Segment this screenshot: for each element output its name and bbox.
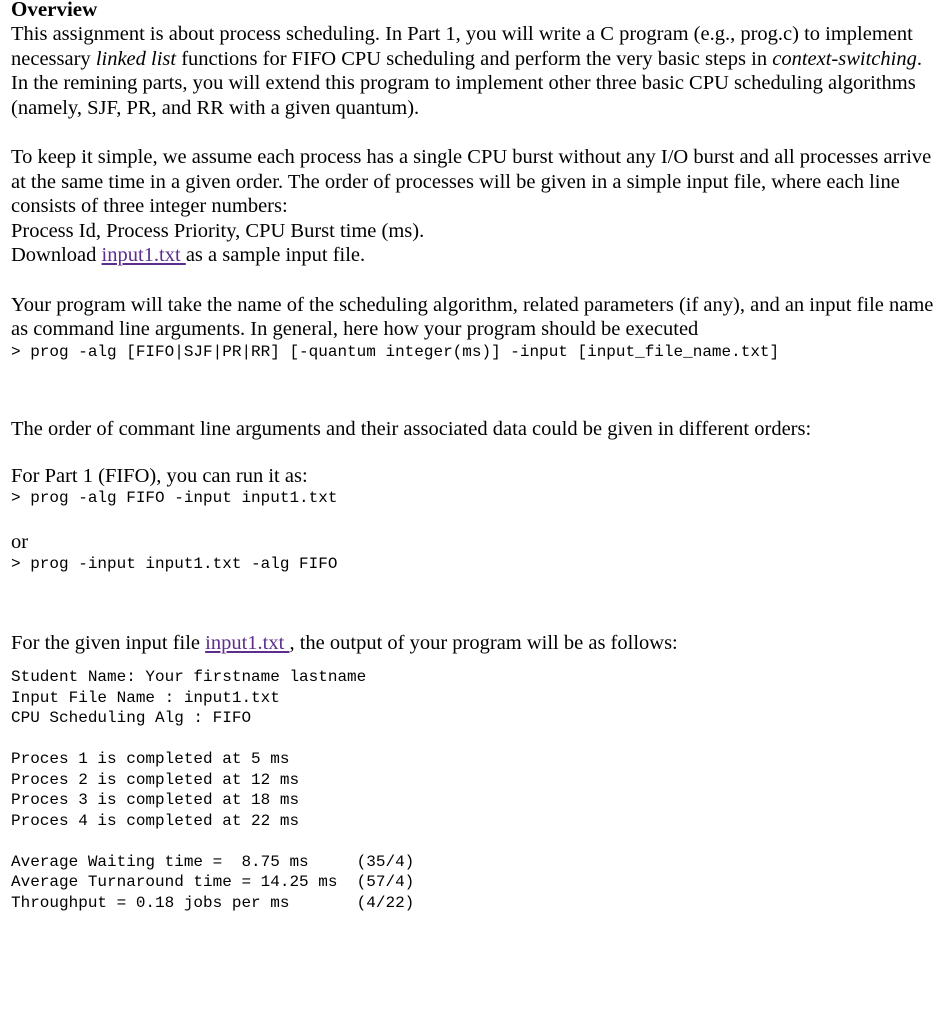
- input-file-link[interactable]: input1.txt: [205, 631, 290, 654]
- output-line-process-1: Proces 1 is completed at 5 ms: [11, 750, 290, 768]
- output-line-algorithm: CPU Scheduling Alg : FIFO: [11, 709, 252, 727]
- example-command-1: > prog -alg FIFO -input input1.txt: [11, 489, 338, 507]
- argument-order-paragraph: The order of commant line arguments and their associated data could be given in different orders:: [11, 418, 812, 440]
- output-intro-paragraph: [11, 631, 941, 656]
- output-line-input-file: Input File Name : input1.txt: [11, 688, 280, 707]
- usage-paragraph: Your program will take the name of the scheduling algorithm, related parameters (if any), and an input file name as command line arguments. In general, here how your program should be executed: [11, 293, 934, 340]
- output-intro-prefix: For the given input file: [11, 631, 206, 654]
- intro-emphasis-linked-list: linked list: [95, 47, 177, 70]
- output-line-throughput: Throughput = 0.18 jobs per ms (4/22): [11, 893, 415, 912]
- output-line-avg-waiting: Average Waiting time = 8.75 ms (35/4): [11, 852, 415, 871]
- download-prefix: Download: [11, 244, 102, 266]
- program-output: [11, 667, 941, 913]
- assumption-paragraph: [11, 145, 941, 268]
- or-text: or: [11, 530, 29, 553]
- assumption-text: To keep it simple, we assume each process has a single CPU burst without any I/O burst and all processes arrive at the same time in a given order. The order of processes will be given in a simple input file, where each line consists of three integer numbers:: [11, 146, 932, 217]
- output-line-process-2: Proces 2 is completed at 12 ms: [11, 770, 300, 789]
- intro-text-1: This assignment is about process scheduling. In Part 1, you will write a C program (e.g., prog.c) to implement necessary: [11, 23, 913, 70]
- part1-paragraph: For Part 1 (FIFO), you can run it as:: [11, 464, 308, 487]
- page-title: Overview: [11, 0, 98, 21]
- document: [11, 0, 941, 913]
- usage-command: > prog -alg [FIFO|SJF|PR|RR] [-quantum integer(ms)] -input [input_file_name.txt]: [11, 342, 780, 361]
- download-suffix: as a sample input file.: [185, 244, 366, 266]
- output-spacer: [11, 729, 941, 750]
- intro-text-2: functions for FIFO CPU scheduling and perform the very basic steps in: [176, 47, 773, 70]
- output-line-avg-turnaround: Average Turnaround time = 14.25 ms (57/4): [11, 873, 415, 891]
- input-fields-line: Process Id, Process Priority, CPU Burst time (ms).: [11, 219, 425, 242]
- output-intro-suffix: , the output of your program will be as follows:: [289, 631, 678, 654]
- example-command-2: > prog -input input1.txt -alg FIFO: [11, 555, 338, 573]
- intro-emphasis-context-switching: context-switching: [772, 47, 917, 70]
- output-line-process-3: Proces 3 is completed at 18 ms: [11, 791, 300, 809]
- intro-paragraph: [11, 22, 941, 120]
- output-line-student: Student Name: Your firstname lastname: [11, 668, 367, 686]
- input-file-download-link[interactable]: input1.txt: [101, 244, 186, 266]
- intro-text-3: . In the remining parts, you will extend this program to implement other three basic CPU scheduling algorithms (namely, SJF, PR, and RR with a given quantum).: [11, 47, 922, 119]
- output-line-process-4: Proces 4 is completed at 22 ms: [11, 811, 300, 830]
- output-spacer: [11, 831, 941, 852]
